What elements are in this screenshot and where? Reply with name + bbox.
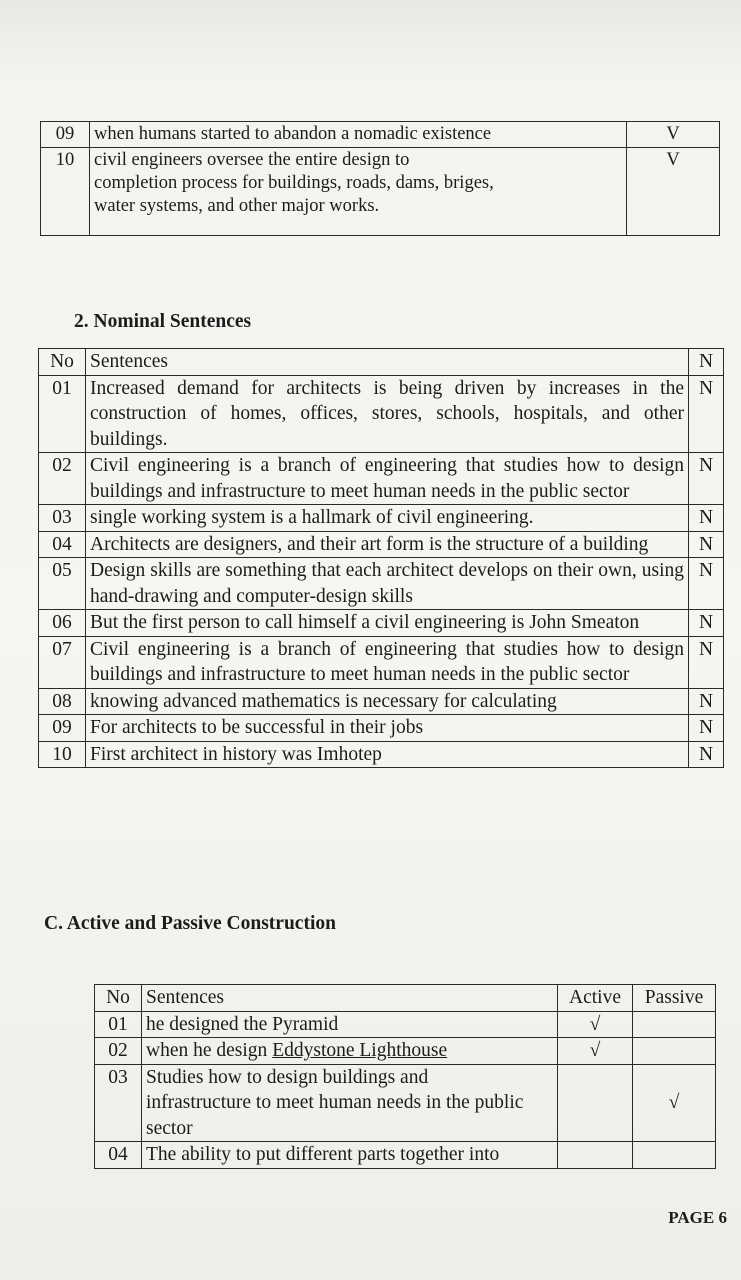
row-number: 03 [39,505,86,532]
row-number: 07 [39,636,86,688]
passive-check-cell [633,1038,716,1065]
underlined-term: Eddystone Lighthouse [272,1040,448,1061]
row-number: 08 [39,688,86,715]
active-check-cell [558,1142,633,1169]
table-row [41,122,720,148]
mark-cell: N [689,610,724,637]
header-sentences: Sentences [86,349,689,376]
sentence-cell: For architects to be successful in their jobs [86,715,689,742]
mark-cell: V [627,122,720,148]
sentence-cell [142,1038,558,1065]
sentence-cell: he designed the Pyramid [142,1011,558,1038]
sentence-cell: First architect in history was Imhotep [86,741,689,768]
row-number: 04 [95,1142,142,1169]
sentence-cell: Civil engineering is a branch of engineering that studies how to design buildings and infrastructure to meet human needs in the public sector [86,453,689,505]
sentence-cell: Architects are designers, and their art form is the structure of a building [86,531,689,558]
table-row [39,531,724,558]
active-check-cell: √ [558,1011,633,1038]
sentence-cell: knowing advanced mathematics is necessary for calculating [86,688,689,715]
mark-cell: N [689,375,724,453]
mark-cell: V [627,148,720,236]
table-row [39,715,724,742]
table-row [39,375,724,453]
mark-cell: N [689,636,724,688]
page-number: PAGE 6 [668,1208,727,1227]
sentence-cell: Studies how to design buildings and infrastructure to meet human needs in the public sector [142,1064,558,1142]
mark-cell: N [689,715,724,742]
sentence-cell: civil engineers oversee the entire design to completion process for buildings, roads, dams, briges, water systems, and other major works. [90,148,627,236]
row-number: 10 [41,148,90,236]
table-row [39,558,724,610]
sentence-cell: when humans started to abandon a nomadic existence [90,122,627,148]
table-header-row [39,349,724,376]
sentence-cell: The ability to put different parts together into [142,1142,558,1169]
row-number: 03 [95,1064,142,1142]
mark-cell: N [689,741,724,768]
row-number: 06 [39,610,86,637]
row-number: 09 [39,715,86,742]
table-row [41,148,720,236]
table-row [95,1011,716,1038]
mark-cell: N [689,453,724,505]
mark-cell: N [689,688,724,715]
passive-check-cell: √ [633,1064,716,1142]
row-number: 10 [39,741,86,768]
table-row [39,741,724,768]
sentence-cell: Increased demand for architects is being driven by increases in the construction of homes, offices, stores, schools, hospitals, and other buildings. [86,375,689,453]
row-number: 04 [39,531,86,558]
row-number: 02 [95,1038,142,1065]
table-row [39,636,724,688]
row-number: 09 [41,122,90,148]
mark-cell: N [689,531,724,558]
header-no: No [95,985,142,1012]
passive-check-cell [633,1142,716,1169]
sentence-cell: single working system is a hallmark of civil engineering. [86,505,689,532]
table-row [39,688,724,715]
header-passive: Passive [633,985,716,1012]
verbal-sentences-table [40,121,720,236]
table-header-row [95,985,716,1012]
mark-cell: N [689,558,724,610]
table-row [95,1142,716,1169]
table-row [39,453,724,505]
section-heading-nominal: 2. Nominal Sentences [74,311,252,332]
header-active: Active [558,985,633,1012]
row-number: 02 [39,453,86,505]
nominal-sentences-table [38,348,724,768]
row-number: 01 [95,1011,142,1038]
sentence-text: when he design [146,1040,273,1061]
active-passive-table [94,984,716,1169]
active-check-cell: √ [558,1038,633,1065]
header-sentences: Sentences [142,985,558,1012]
table-row [95,1038,716,1065]
sentence-cell: Civil engineering is a branch of engineering that studies how to design buildings and infrastructure to meet human needs in the public sector [86,636,689,688]
table-row [39,505,724,532]
header-mark: N [689,349,724,376]
section-heading-active-passive: C. Active and Passive Construction [44,913,336,934]
row-number: 01 [39,375,86,453]
header-no: No [39,349,86,376]
sentence-cell: Design skills are something that each architect develops on their own, using hand-drawing and computer-design skills [86,558,689,610]
sentence-cell: But the first person to call himself a civil engineering is John Smeaton [86,610,689,637]
passive-check-cell [633,1011,716,1038]
row-number: 05 [39,558,86,610]
table-row [95,1064,716,1142]
mark-cell: N [689,505,724,532]
active-check-cell [558,1064,633,1142]
table-row [39,610,724,637]
